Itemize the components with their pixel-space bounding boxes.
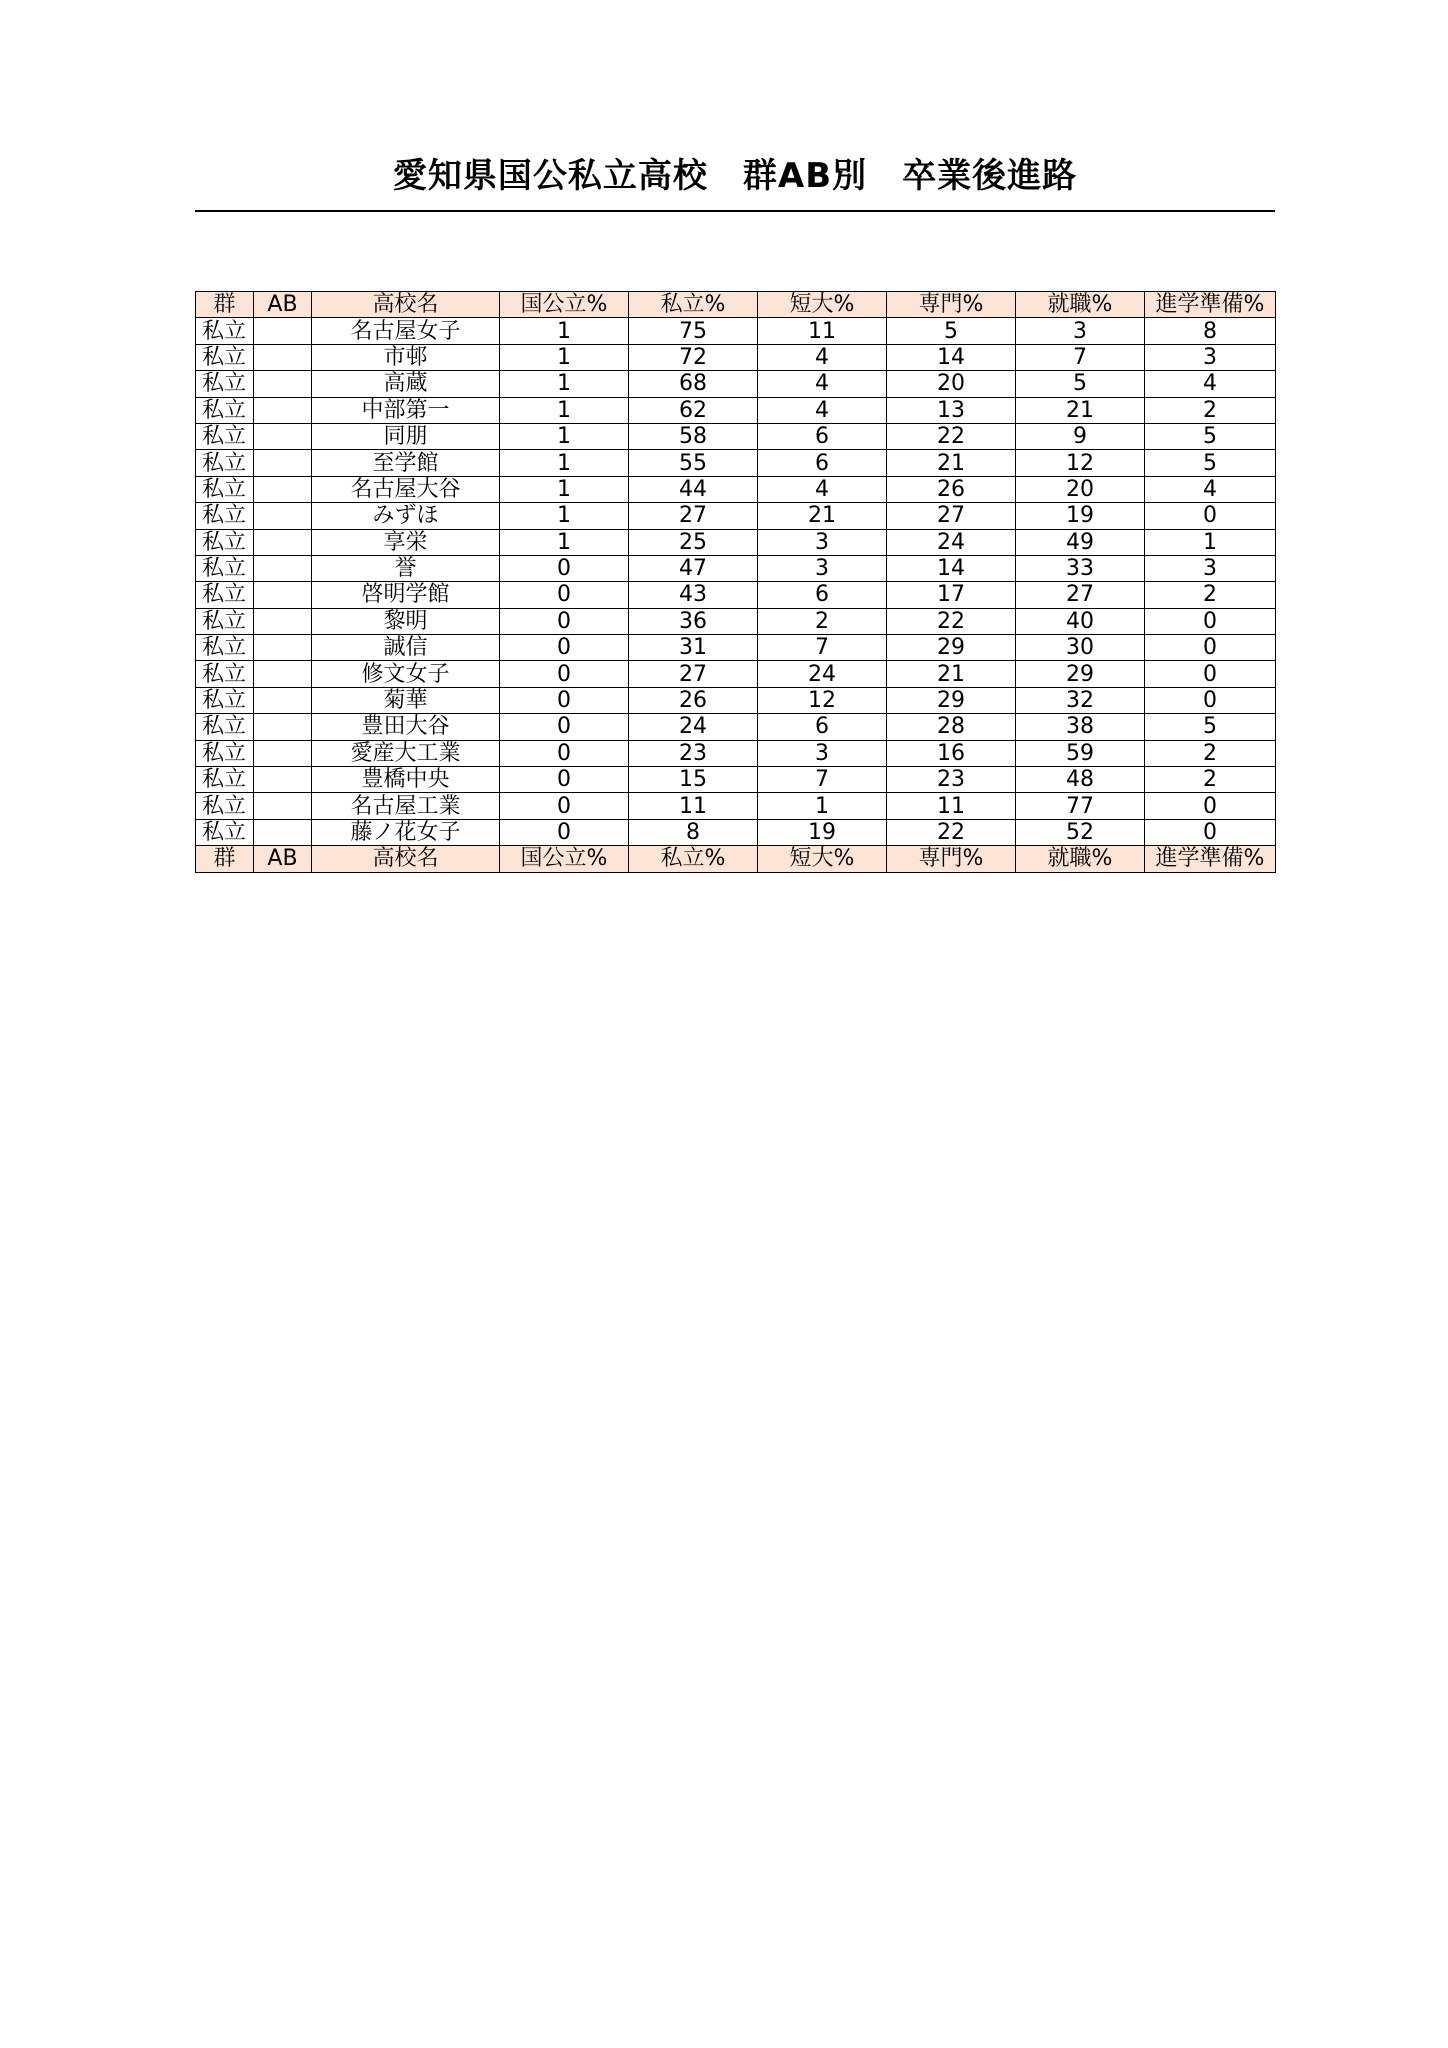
- cell-prep-pct: 2: [1145, 767, 1276, 793]
- cell-ab: [254, 767, 312, 793]
- cell-ab: [254, 503, 312, 529]
- cell-national-public-pct: 1: [500, 371, 629, 397]
- cell-prep-pct: 0: [1145, 503, 1276, 529]
- column-header-national-public-pct: 国公立%: [500, 846, 629, 872]
- table-row: [196, 476, 1276, 502]
- cell-national-public-pct: 0: [500, 608, 629, 634]
- cell-national-public-pct: 0: [500, 635, 629, 661]
- table-row: [196, 555, 1276, 581]
- cell-vocational-pct: 22: [887, 819, 1016, 845]
- table-row: [196, 529, 1276, 555]
- cell-group: 私立: [196, 687, 254, 713]
- cell-group: 私立: [196, 503, 254, 529]
- cell-prep-pct: 2: [1145, 397, 1276, 423]
- cell-group: 私立: [196, 450, 254, 476]
- column-header-group: 群: [196, 846, 254, 872]
- table-row: [196, 450, 1276, 476]
- cell-prep-pct: 0: [1145, 687, 1276, 713]
- cell-school-name: みずほ: [312, 503, 500, 529]
- column-header-national-public-pct: 国公立%: [500, 292, 629, 318]
- cell-ab: [254, 635, 312, 661]
- cell-junior-college-pct: 21: [758, 503, 887, 529]
- cell-vocational-pct: 26: [887, 476, 1016, 502]
- cell-ab: [254, 582, 312, 608]
- cell-ab: [254, 371, 312, 397]
- table-header-row: [196, 292, 1276, 318]
- cell-private-pct: 15: [629, 767, 758, 793]
- cell-school-name: 誠信: [312, 635, 500, 661]
- cell-junior-college-pct: 2: [758, 608, 887, 634]
- table-row: [196, 371, 1276, 397]
- table-row: [196, 819, 1276, 845]
- cell-prep-pct: 0: [1145, 819, 1276, 845]
- cell-school-name: 修文女子: [312, 661, 500, 687]
- cell-ab: [254, 529, 312, 555]
- cell-school-name: 中部第一: [312, 397, 500, 423]
- cell-group: 私立: [196, 819, 254, 845]
- cell-national-public-pct: 1: [500, 476, 629, 502]
- cell-school-name: 同朋: [312, 423, 500, 449]
- cell-employment-pct: 12: [1016, 450, 1145, 476]
- column-header-vocational-pct: 専門%: [887, 292, 1016, 318]
- cell-prep-pct: 1: [1145, 529, 1276, 555]
- cell-group: 私立: [196, 555, 254, 581]
- cell-national-public-pct: 0: [500, 819, 629, 845]
- cell-prep-pct: 5: [1145, 450, 1276, 476]
- cell-junior-college-pct: 6: [758, 450, 887, 476]
- cell-private-pct: 8: [629, 819, 758, 845]
- cell-school-name: 誉: [312, 555, 500, 581]
- table-row: [196, 582, 1276, 608]
- cell-vocational-pct: 17: [887, 582, 1016, 608]
- cell-junior-college-pct: 4: [758, 397, 887, 423]
- cell-prep-pct: 4: [1145, 371, 1276, 397]
- cell-vocational-pct: 21: [887, 450, 1016, 476]
- cell-employment-pct: 59: [1016, 740, 1145, 766]
- cell-private-pct: 27: [629, 661, 758, 687]
- cell-private-pct: 25: [629, 529, 758, 555]
- cell-group: 私立: [196, 608, 254, 634]
- column-header-school-name: 高校名: [312, 292, 500, 318]
- cell-national-public-pct: 1: [500, 397, 629, 423]
- cell-vocational-pct: 27: [887, 503, 1016, 529]
- cell-ab: [254, 344, 312, 370]
- cell-national-public-pct: 0: [500, 740, 629, 766]
- cell-prep-pct: 3: [1145, 555, 1276, 581]
- cell-prep-pct: 0: [1145, 793, 1276, 819]
- cell-group: 私立: [196, 371, 254, 397]
- cell-employment-pct: 38: [1016, 714, 1145, 740]
- column-header-private-pct: 私立%: [629, 292, 758, 318]
- cell-prep-pct: 8: [1145, 318, 1276, 344]
- cell-ab: [254, 819, 312, 845]
- cell-school-name: 藤ノ花女子: [312, 819, 500, 845]
- career-path-table: [195, 291, 1276, 873]
- title-underline: [195, 210, 1275, 212]
- cell-employment-pct: 19: [1016, 503, 1145, 529]
- cell-ab: [254, 687, 312, 713]
- cell-group: 私立: [196, 635, 254, 661]
- table-row: [196, 344, 1276, 370]
- table-row: [196, 318, 1276, 344]
- cell-vocational-pct: 23: [887, 767, 1016, 793]
- cell-vocational-pct: 13: [887, 397, 1016, 423]
- cell-group: 私立: [196, 714, 254, 740]
- cell-national-public-pct: 1: [500, 450, 629, 476]
- cell-employment-pct: 40: [1016, 608, 1145, 634]
- cell-group: 私立: [196, 397, 254, 423]
- cell-junior-college-pct: 7: [758, 767, 887, 793]
- column-header-ab: AB: [254, 846, 312, 872]
- cell-private-pct: 27: [629, 503, 758, 529]
- cell-ab: [254, 318, 312, 344]
- cell-employment-pct: 32: [1016, 687, 1145, 713]
- cell-vocational-pct: 21: [887, 661, 1016, 687]
- cell-private-pct: 47: [629, 555, 758, 581]
- table-row: [196, 687, 1276, 713]
- cell-school-name: 黎明: [312, 608, 500, 634]
- cell-prep-pct: 5: [1145, 423, 1276, 449]
- cell-private-pct: 11: [629, 793, 758, 819]
- cell-school-name: 名古屋大谷: [312, 476, 500, 502]
- cell-ab: [254, 555, 312, 581]
- cell-vocational-pct: 20: [887, 371, 1016, 397]
- cell-private-pct: 75: [629, 318, 758, 344]
- cell-junior-college-pct: 6: [758, 423, 887, 449]
- cell-group: 私立: [196, 793, 254, 819]
- cell-junior-college-pct: 6: [758, 582, 887, 608]
- column-header-group: 群: [196, 292, 254, 318]
- cell-group: 私立: [196, 582, 254, 608]
- cell-prep-pct: 3: [1145, 344, 1276, 370]
- cell-national-public-pct: 1: [500, 344, 629, 370]
- cell-employment-pct: 5: [1016, 371, 1145, 397]
- cell-group: 私立: [196, 740, 254, 766]
- cell-school-name: 名古屋女子: [312, 318, 500, 344]
- cell-junior-college-pct: 12: [758, 687, 887, 713]
- table-row: [196, 635, 1276, 661]
- cell-national-public-pct: 1: [500, 423, 629, 449]
- cell-national-public-pct: 0: [500, 793, 629, 819]
- cell-junior-college-pct: 7: [758, 635, 887, 661]
- cell-private-pct: 26: [629, 687, 758, 713]
- cell-employment-pct: 20: [1016, 476, 1145, 502]
- cell-ab: [254, 397, 312, 423]
- cell-group: 私立: [196, 661, 254, 687]
- cell-prep-pct: 0: [1145, 635, 1276, 661]
- cell-junior-college-pct: 4: [758, 476, 887, 502]
- cell-prep-pct: 0: [1145, 608, 1276, 634]
- cell-vocational-pct: 22: [887, 423, 1016, 449]
- cell-employment-pct: 27: [1016, 582, 1145, 608]
- cell-group: 私立: [196, 318, 254, 344]
- cell-vocational-pct: 5: [887, 318, 1016, 344]
- cell-junior-college-pct: 11: [758, 318, 887, 344]
- cell-school-name: 豊橋中央: [312, 767, 500, 793]
- cell-vocational-pct: 14: [887, 555, 1016, 581]
- column-header-vocational-pct: 専門%: [887, 846, 1016, 872]
- cell-ab: [254, 423, 312, 449]
- cell-ab: [254, 476, 312, 502]
- cell-employment-pct: 30: [1016, 635, 1145, 661]
- cell-ab: [254, 608, 312, 634]
- column-header-school-name: 高校名: [312, 846, 500, 872]
- column-header-employment-pct: 就職%: [1016, 846, 1145, 872]
- cell-employment-pct: 21: [1016, 397, 1145, 423]
- cell-national-public-pct: 0: [500, 582, 629, 608]
- cell-vocational-pct: 29: [887, 687, 1016, 713]
- cell-ab: [254, 714, 312, 740]
- cell-employment-pct: 33: [1016, 555, 1145, 581]
- table-row: [196, 793, 1276, 819]
- cell-ab: [254, 740, 312, 766]
- cell-junior-college-pct: 19: [758, 819, 887, 845]
- cell-private-pct: 36: [629, 608, 758, 634]
- cell-school-name: 至学館: [312, 450, 500, 476]
- cell-prep-pct: 2: [1145, 740, 1276, 766]
- table-row: [196, 714, 1276, 740]
- cell-school-name: 愛産大工業: [312, 740, 500, 766]
- cell-junior-college-pct: 4: [758, 344, 887, 370]
- cell-employment-pct: 29: [1016, 661, 1145, 687]
- cell-employment-pct: 77: [1016, 793, 1145, 819]
- table-row: [196, 608, 1276, 634]
- column-header-junior-college-pct: 短大%: [758, 846, 887, 872]
- cell-group: 私立: [196, 423, 254, 449]
- cell-private-pct: 24: [629, 714, 758, 740]
- cell-junior-college-pct: 1: [758, 793, 887, 819]
- cell-private-pct: 31: [629, 635, 758, 661]
- table-footer-row: [196, 846, 1276, 872]
- cell-private-pct: 23: [629, 740, 758, 766]
- cell-group: 私立: [196, 476, 254, 502]
- cell-national-public-pct: 0: [500, 555, 629, 581]
- table-row: [196, 397, 1276, 423]
- cell-vocational-pct: 24: [887, 529, 1016, 555]
- cell-employment-pct: 9: [1016, 423, 1145, 449]
- cell-vocational-pct: 11: [887, 793, 1016, 819]
- cell-private-pct: 55: [629, 450, 758, 476]
- cell-employment-pct: 49: [1016, 529, 1145, 555]
- cell-national-public-pct: 1: [500, 503, 629, 529]
- cell-vocational-pct: 28: [887, 714, 1016, 740]
- table-row: [196, 767, 1276, 793]
- cell-junior-college-pct: 3: [758, 529, 887, 555]
- cell-vocational-pct: 22: [887, 608, 1016, 634]
- cell-employment-pct: 7: [1016, 344, 1145, 370]
- cell-junior-college-pct: 4: [758, 371, 887, 397]
- column-header-prep-pct: 進学準備%: [1145, 846, 1276, 872]
- cell-group: 私立: [196, 529, 254, 555]
- cell-prep-pct: 0: [1145, 661, 1276, 687]
- table-row: [196, 740, 1276, 766]
- cell-ab: [254, 450, 312, 476]
- cell-vocational-pct: 14: [887, 344, 1016, 370]
- cell-junior-college-pct: 24: [758, 661, 887, 687]
- cell-private-pct: 72: [629, 344, 758, 370]
- cell-school-name: 啓明学館: [312, 582, 500, 608]
- cell-national-public-pct: 0: [500, 714, 629, 740]
- page-title: 愛知県国公私立高校 群AB別 卒業後進路: [392, 156, 1078, 196]
- cell-school-name: 市邨: [312, 344, 500, 370]
- cell-school-name: 高蔵: [312, 371, 500, 397]
- cell-private-pct: 58: [629, 423, 758, 449]
- cell-prep-pct: 5: [1145, 714, 1276, 740]
- column-header-employment-pct: 就職%: [1016, 292, 1145, 318]
- column-header-private-pct: 私立%: [629, 846, 758, 872]
- column-header-prep-pct: 進学準備%: [1145, 292, 1276, 318]
- cell-prep-pct: 2: [1145, 582, 1276, 608]
- cell-prep-pct: 4: [1145, 476, 1276, 502]
- cell-school-name: 菊華: [312, 687, 500, 713]
- cell-ab: [254, 793, 312, 819]
- column-header-junior-college-pct: 短大%: [758, 292, 887, 318]
- cell-group: 私立: [196, 767, 254, 793]
- cell-national-public-pct: 1: [500, 529, 629, 555]
- cell-school-name: 名古屋工業: [312, 793, 500, 819]
- cell-vocational-pct: 29: [887, 635, 1016, 661]
- cell-group: 私立: [196, 344, 254, 370]
- cell-national-public-pct: 0: [500, 687, 629, 713]
- cell-employment-pct: 48: [1016, 767, 1145, 793]
- table-row: [196, 503, 1276, 529]
- cell-vocational-pct: 16: [887, 740, 1016, 766]
- cell-national-public-pct: 1: [500, 318, 629, 344]
- cell-private-pct: 68: [629, 371, 758, 397]
- cell-school-name: 享栄: [312, 529, 500, 555]
- column-header-ab: AB: [254, 292, 312, 318]
- cell-national-public-pct: 0: [500, 661, 629, 687]
- cell-private-pct: 43: [629, 582, 758, 608]
- cell-ab: [254, 661, 312, 687]
- table-row: [196, 423, 1276, 449]
- cell-private-pct: 44: [629, 476, 758, 502]
- cell-junior-college-pct: 3: [758, 740, 887, 766]
- cell-private-pct: 62: [629, 397, 758, 423]
- cell-junior-college-pct: 6: [758, 714, 887, 740]
- table-row: [196, 661, 1276, 687]
- cell-employment-pct: 52: [1016, 819, 1145, 845]
- cell-national-public-pct: 0: [500, 767, 629, 793]
- cell-junior-college-pct: 3: [758, 555, 887, 581]
- cell-employment-pct: 3: [1016, 318, 1145, 344]
- cell-school-name: 豊田大谷: [312, 714, 500, 740]
